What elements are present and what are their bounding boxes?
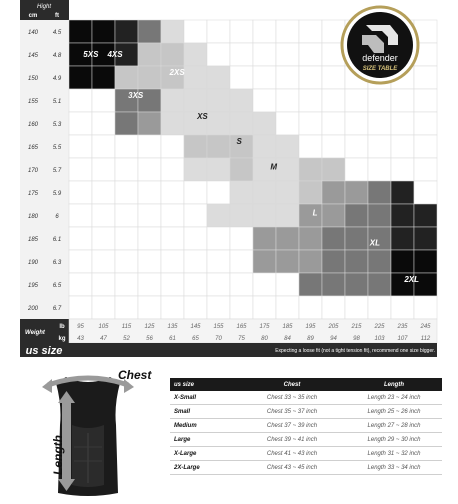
- ft-label: ft: [55, 13, 59, 19]
- grid-cell: [138, 273, 161, 296]
- grid-cell: [253, 112, 276, 135]
- grid-cell: [115, 112, 138, 135]
- grid-cell: [414, 227, 437, 250]
- weight-lb-label: 195: [305, 324, 316, 330]
- grid-cell: [138, 135, 161, 158]
- grid-cell: [322, 273, 345, 296]
- shirt-illustration: [28, 365, 152, 500]
- weight-lb-label: 95: [77, 324, 84, 330]
- height-ft-label: 6.7: [52, 306, 62, 312]
- height-ft-label: 4.5: [52, 30, 62, 36]
- grid-cell: [138, 296, 161, 319]
- grid-cell: [161, 250, 184, 273]
- size-label: 2XL: [404, 275, 420, 285]
- size-label: S: [236, 137, 242, 147]
- grid-cell: [138, 158, 161, 181]
- grid-cell: [414, 250, 437, 273]
- grid-cell: [92, 273, 115, 296]
- weight-kg-label: 56: [146, 336, 153, 342]
- header-us-size: us size: [170, 378, 238, 391]
- grid-cell: [299, 181, 322, 204]
- grid-cell: [299, 66, 322, 89]
- grid-cell: [276, 204, 299, 227]
- weight-label: Weight: [25, 330, 45, 336]
- grid-cell: [253, 181, 276, 204]
- weight-kg-label: 84: [284, 336, 291, 342]
- grid-cell: [230, 66, 253, 89]
- chest-cell: Chest 37 ~ 39 inch: [238, 419, 346, 433]
- grid-cell: [253, 273, 276, 296]
- grid-cell: [299, 250, 322, 273]
- grid-cell: [299, 158, 322, 181]
- grid-cell: [253, 296, 276, 319]
- grid-cell: [230, 43, 253, 66]
- grid-cell: [138, 181, 161, 204]
- fit-note: Expecting a loose fit (not a tight tension fit), recommend one size bigger.: [275, 348, 435, 354]
- grid-cell: [161, 273, 184, 296]
- grid-cell: [115, 204, 138, 227]
- grid-cell: [345, 250, 368, 273]
- grid-cell: [92, 112, 115, 135]
- table-row: [170, 433, 442, 447]
- size-label: L: [312, 208, 318, 218]
- weight-kg-label: 103: [374, 336, 385, 342]
- height-cm-label: 185: [27, 237, 39, 243]
- grid-cell: [92, 181, 115, 204]
- grid-cell: [322, 158, 345, 181]
- grid-cell: [391, 296, 414, 319]
- grid-cell: [230, 273, 253, 296]
- height-ft-label: 5.3: [52, 122, 62, 128]
- table-row: [170, 419, 442, 433]
- grid-cell: [92, 204, 115, 227]
- weight-lb-label: 215: [351, 324, 362, 330]
- grid-cell: [253, 43, 276, 66]
- weight-kg-label: 47: [100, 336, 107, 342]
- weight-lb-label: 235: [397, 324, 408, 330]
- grid-cell: [92, 66, 115, 89]
- grid-cell: [368, 112, 391, 135]
- height-ft-label: 4.8: [52, 53, 62, 59]
- grid-cell: [115, 273, 138, 296]
- grid-cell: [414, 135, 437, 158]
- grid-cell: [184, 158, 207, 181]
- grid-cell: [138, 250, 161, 273]
- grid-cell: [276, 89, 299, 112]
- height-title: Hight: [36, 4, 52, 10]
- grid-cell: [391, 89, 414, 112]
- grid-cell: [184, 227, 207, 250]
- grid-cell: [345, 181, 368, 204]
- grid-cell: [115, 135, 138, 158]
- grid-cell: [322, 250, 345, 273]
- grid-cell: [276, 181, 299, 204]
- defender-logo: [340, 5, 420, 85]
- height-ft-label: 5.9: [52, 191, 62, 197]
- grid-cell: [253, 227, 276, 250]
- grid-cell: [115, 296, 138, 319]
- grid-cell: [115, 158, 138, 181]
- grid-cell: [276, 112, 299, 135]
- grid-cell: [276, 273, 299, 296]
- grid-cell: [345, 296, 368, 319]
- grid-cell: [184, 181, 207, 204]
- grid-cell: [391, 250, 414, 273]
- grid-cell: [207, 43, 230, 66]
- grid-cell: [92, 158, 115, 181]
- size-cell: Medium: [170, 419, 238, 433]
- grid-cell: [230, 20, 253, 43]
- grid-cell: [138, 66, 161, 89]
- weight-lb-label: 145: [190, 324, 201, 330]
- chest-cell: Chest 43 ~ 45 inch: [238, 461, 346, 475]
- grid-cell: [92, 227, 115, 250]
- weight-lb-label: 125: [144, 324, 155, 330]
- grid-cell: [115, 181, 138, 204]
- grid-cell: [230, 296, 253, 319]
- grid-cell: [276, 227, 299, 250]
- chest-cell: Chest 33 ~ 35 inch: [238, 391, 346, 405]
- grid-cell: [161, 112, 184, 135]
- grid-cell: [184, 250, 207, 273]
- weight-kg-label: 75: [238, 336, 245, 342]
- grid-cell: [414, 296, 437, 319]
- grid-cell: [253, 204, 276, 227]
- grid-cell: [368, 158, 391, 181]
- weight-kg-label: 65: [192, 336, 199, 342]
- grid-cell: [230, 227, 253, 250]
- size-cell: X-Small: [170, 391, 238, 405]
- grid-cell: [92, 20, 115, 43]
- grid-cell: [299, 112, 322, 135]
- grid-cell: [69, 296, 92, 319]
- size-table-header: [170, 378, 442, 391]
- chest-label: Chest: [118, 368, 152, 382]
- grid-cell: [161, 296, 184, 319]
- length-label: Length: [51, 435, 65, 475]
- grid-cell: [345, 227, 368, 250]
- height-ft-label: 5.7: [52, 168, 62, 174]
- length-cell: Length 33 ~ 34 inch: [346, 461, 442, 475]
- grid-cell: [322, 181, 345, 204]
- height-cm-label: 155: [27, 99, 39, 105]
- grid-cell: [368, 273, 391, 296]
- grid-cell: [322, 204, 345, 227]
- weight-kg-label: 98: [353, 336, 360, 342]
- length-cell: Length 25 ~ 26 inch: [346, 405, 442, 419]
- size-label: 3XS: [128, 91, 144, 101]
- height-cm-label: 195: [27, 283, 39, 289]
- weight-kg-label: 52: [123, 336, 130, 342]
- grid-cell: [69, 112, 92, 135]
- length-cell: Length 27 ~ 28 inch: [346, 419, 442, 433]
- height-ft-label: 5.1: [52, 99, 62, 105]
- weight-lb-label: 105: [98, 324, 109, 330]
- weight-kg-label: 61: [169, 336, 176, 342]
- grid-cell: [69, 20, 92, 43]
- cm-label: cm: [28, 13, 38, 19]
- length-cell: Length 23 ~ 24 inch: [346, 391, 442, 405]
- grid-cell: [138, 43, 161, 66]
- table-row: [170, 447, 442, 461]
- grid-cell: [69, 227, 92, 250]
- height-ft-label: 6.5: [52, 283, 62, 289]
- chest-cell: Chest 39 ~ 41 inch: [238, 433, 346, 447]
- size-label: XS: [197, 111, 208, 121]
- logo-subtitle: SIZE TABLE: [362, 66, 398, 72]
- grid-cell: [184, 273, 207, 296]
- height-cm-label: 190: [27, 260, 39, 266]
- grid-cell: [207, 66, 230, 89]
- kg-label: kg: [58, 336, 66, 342]
- size-label: XL: [369, 238, 381, 248]
- weight-lb-label: 165: [236, 324, 247, 330]
- size-label: 4XS: [107, 49, 123, 59]
- grid-cell: [207, 112, 230, 135]
- grid-cell: [276, 250, 299, 273]
- grid-cell: [161, 227, 184, 250]
- height-header-bg: [20, 0, 69, 20]
- grid-cell: [253, 20, 276, 43]
- grid-cell: [207, 158, 230, 181]
- logo-brand: defender: [362, 53, 398, 63]
- grid-cell: [368, 204, 391, 227]
- grid-cell: [345, 135, 368, 158]
- grid-cell: [299, 43, 322, 66]
- grid-cell: [345, 112, 368, 135]
- grid-cell: [207, 89, 230, 112]
- height-cm-label: 145: [27, 53, 39, 59]
- height-ft-label: 6.1: [52, 237, 62, 243]
- grid-cell: [161, 181, 184, 204]
- grid-cell: [69, 273, 92, 296]
- grid-cell: [138, 112, 161, 135]
- grid-cell: [391, 227, 414, 250]
- grid-cell: [230, 204, 253, 227]
- grid-cell: [322, 89, 345, 112]
- grid-cell: [138, 20, 161, 43]
- grid-cell: [138, 204, 161, 227]
- height-cm-label: 175: [27, 191, 39, 197]
- grid-cell: [322, 296, 345, 319]
- grid-cell: [207, 181, 230, 204]
- grid-cell: [345, 273, 368, 296]
- grid-cell: [391, 135, 414, 158]
- grid-cell: [69, 158, 92, 181]
- weight-lb-label: 155: [213, 324, 224, 330]
- grid-cell: [207, 250, 230, 273]
- grid-cell: [161, 89, 184, 112]
- grid-cell: [161, 158, 184, 181]
- grid-cell: [207, 20, 230, 43]
- grid-cell: [276, 66, 299, 89]
- grid-cell: [414, 89, 437, 112]
- height-ft-label: 6.3: [52, 260, 62, 266]
- height-cm-label: 160: [27, 122, 39, 128]
- weight-lb-label: 175: [259, 324, 270, 330]
- grid-cell: [69, 89, 92, 112]
- grid-cell: [276, 296, 299, 319]
- grid-cell: [414, 158, 437, 181]
- grid-cell: [92, 296, 115, 319]
- table-row: [170, 391, 442, 405]
- grid-cell: [207, 204, 230, 227]
- height-ft-label: 6: [55, 214, 59, 220]
- grid-cell: [92, 89, 115, 112]
- table-row: [170, 461, 442, 475]
- size-cell: Small: [170, 405, 238, 419]
- size-label: 2XS: [169, 68, 185, 78]
- grid-cell: [253, 135, 276, 158]
- length-cell: Length 29 ~ 30 inch: [346, 433, 442, 447]
- grid-cell: [69, 181, 92, 204]
- grid-cell: [184, 135, 207, 158]
- grid-cell: [322, 135, 345, 158]
- grid-cell: [299, 204, 322, 227]
- grid-cell: [253, 250, 276, 273]
- chest-cell: Chest 35 ~ 37 inch: [238, 405, 346, 419]
- grid-cell: [161, 204, 184, 227]
- grid-cell: [230, 112, 253, 135]
- weight-kg-label: 112: [420, 336, 431, 342]
- grid-cell: [276, 20, 299, 43]
- grid-cell: [230, 158, 253, 181]
- grid-cell: [69, 204, 92, 227]
- height-cm-label: 165: [27, 145, 39, 151]
- grid-cell: [207, 135, 230, 158]
- grid-cell: [368, 181, 391, 204]
- weight-lb-label: 205: [328, 324, 339, 330]
- grid-cell: [207, 296, 230, 319]
- height-cm-label: 140: [27, 30, 39, 36]
- lb-label: lb: [59, 324, 65, 330]
- chest-cell: Chest 41 ~ 43 inch: [238, 447, 346, 461]
- grid-cell: [299, 273, 322, 296]
- height-cm-label: 180: [27, 214, 39, 220]
- weight-lb-label: 135: [167, 324, 178, 330]
- grid-cell: [230, 250, 253, 273]
- header-chest: Chest: [238, 378, 346, 391]
- grid-cell: [391, 181, 414, 204]
- weight-lb-label: 245: [420, 324, 431, 330]
- height-ft-label: 5.5: [52, 145, 62, 151]
- grid-cell: [184, 66, 207, 89]
- table-row: [170, 405, 442, 419]
- grid-cell: [161, 20, 184, 43]
- grid-cell: [92, 250, 115, 273]
- height-ft-label: 4.9: [52, 76, 62, 82]
- size-table: [170, 378, 442, 475]
- grid-cell: [414, 204, 437, 227]
- grid-cell: [253, 66, 276, 89]
- grid-cell: [368, 250, 391, 273]
- grid-cell: [299, 296, 322, 319]
- size-cell: 2X-Large: [170, 461, 238, 475]
- weight-lb-label: 115: [121, 324, 132, 330]
- grid-cell: [69, 66, 92, 89]
- grid-cell: [299, 135, 322, 158]
- weight-kg-label: 70: [215, 336, 222, 342]
- grid-cell: [184, 296, 207, 319]
- size-cell: X-Large: [170, 447, 238, 461]
- grid-cell: [276, 135, 299, 158]
- weight-lb-label: 185: [282, 324, 293, 330]
- grid-cell: [230, 181, 253, 204]
- size-label: 5XS: [83, 49, 99, 59]
- grid-cell: [276, 158, 299, 181]
- grid-cell: [161, 43, 184, 66]
- grid-cell: [414, 112, 437, 135]
- grid-cell: [207, 227, 230, 250]
- grid-cell: [115, 20, 138, 43]
- grid-cell: [368, 89, 391, 112]
- grid-cell: [391, 158, 414, 181]
- grid-cell: [299, 89, 322, 112]
- size-label: M: [270, 162, 278, 172]
- grid-cell: [322, 112, 345, 135]
- grid-cell: [345, 89, 368, 112]
- us-size-label: us size: [25, 345, 63, 357]
- height-cm-label: 170: [27, 168, 39, 174]
- grid-cell: [299, 20, 322, 43]
- grid-cell: [391, 112, 414, 135]
- grid-cell: [69, 250, 92, 273]
- weight-kg-label: 80: [261, 336, 268, 342]
- grid-cell: [276, 43, 299, 66]
- grid-cell: [253, 89, 276, 112]
- grid-cell: [161, 135, 184, 158]
- header-length: Length: [346, 378, 442, 391]
- grid-cell: [184, 20, 207, 43]
- height-cm-label: 150: [27, 76, 39, 82]
- grid-cell: [69, 135, 92, 158]
- length-cell: Length 31 ~ 32 inch: [346, 447, 442, 461]
- grid-cell: [92, 135, 115, 158]
- grid-cell: [345, 158, 368, 181]
- weight-kg-label: 107: [397, 336, 408, 342]
- grid-cell: [115, 250, 138, 273]
- weight-kg-label: 94: [330, 336, 337, 342]
- grid-cell: [299, 227, 322, 250]
- grid-cell: [368, 135, 391, 158]
- grid-cell: [322, 227, 345, 250]
- weight-kg-label: 43: [77, 336, 84, 342]
- grid-cell: [230, 89, 253, 112]
- grid-cell: [184, 204, 207, 227]
- grid-cell: [414, 181, 437, 204]
- grid-cell: [115, 66, 138, 89]
- weight-lb-label: 225: [374, 324, 385, 330]
- grid-cell: [184, 89, 207, 112]
- height-cm-label: 200: [27, 306, 39, 312]
- grid-cell: [391, 204, 414, 227]
- weight-kg-label: 89: [307, 336, 314, 342]
- grid-cell: [207, 273, 230, 296]
- grid-cell: [368, 296, 391, 319]
- grid-cell: [345, 204, 368, 227]
- size-cell: Large: [170, 433, 238, 447]
- grid-cell: [138, 227, 161, 250]
- grid-cell: [115, 227, 138, 250]
- grid-cell: [184, 43, 207, 66]
